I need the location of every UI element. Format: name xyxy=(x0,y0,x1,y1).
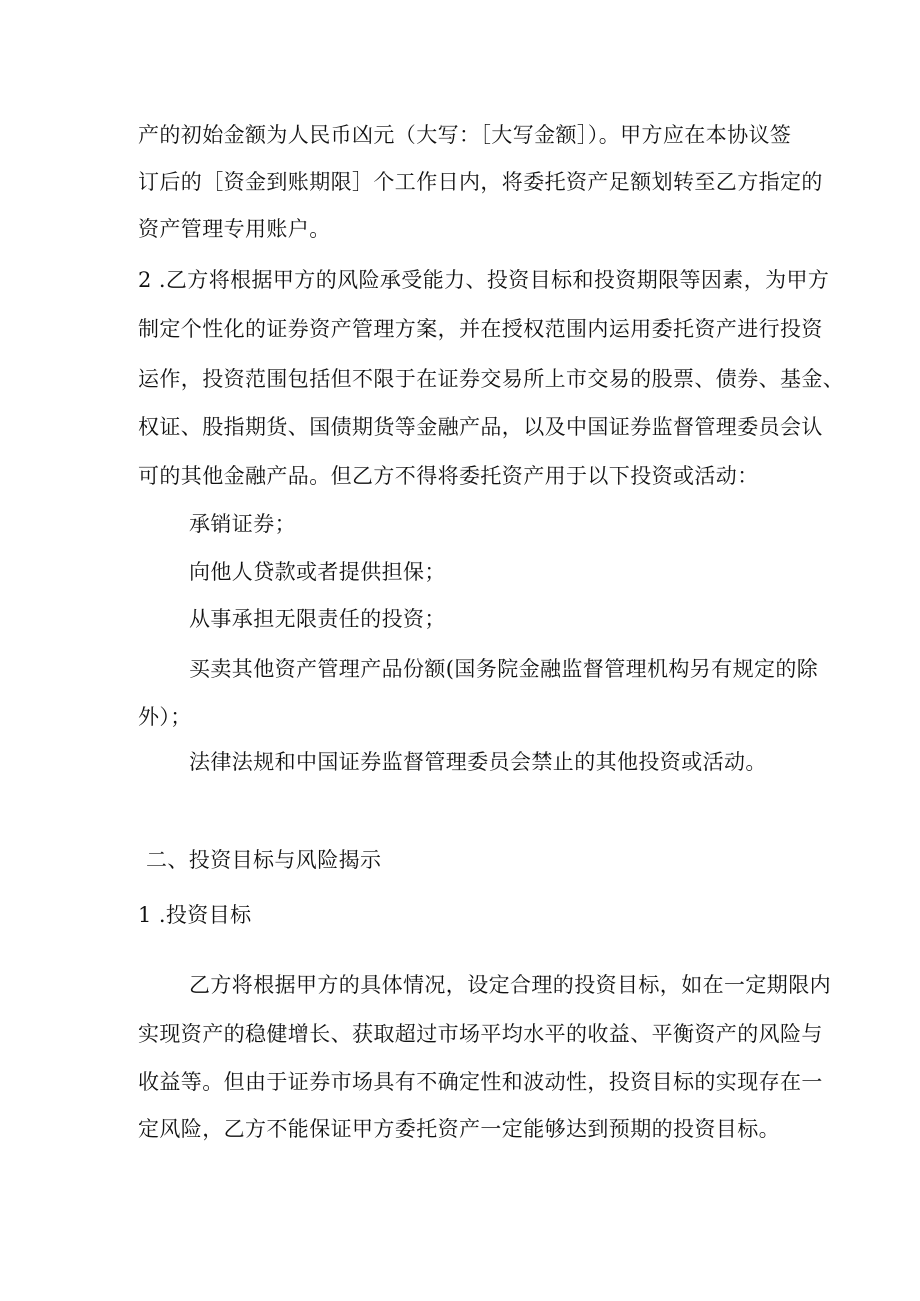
item-2-line: 运作，投资范围包括但不限于在证券交易所上市交易的股票、债券、基金、 xyxy=(138,367,845,391)
prohibited-item-continuation: 外）； xyxy=(138,705,192,729)
paragraph-line: 实现资产的稳健增长、获取超过市场平均水平的收益、平衡资产的风险与 xyxy=(138,1022,823,1046)
item-2-line: 权证、股指期货、国债期货等金融产品，以及中国证券监督管理委员会认 xyxy=(138,415,823,439)
item-2-line: 制定个性化的证券资产管理方案，并在授权范围内运用委托资产进行投资 xyxy=(138,317,823,341)
paragraph-line: 定风险，乙方不能保证甲方委托资产一定能够达到预期的投资目标。 xyxy=(138,1117,780,1141)
paragraph-line: 资产管理专用账户。 xyxy=(138,217,331,241)
prohibited-item: 向他人贷款或者提供担保； xyxy=(189,560,446,584)
prohibited-item: 承销证券； xyxy=(189,512,296,536)
item-2-line: 可的其他金融产品。但乙方不得将委托资产用于以下投资或活动： xyxy=(138,464,759,488)
prohibited-item: 从事承担无限责任的投资； xyxy=(189,607,446,631)
paragraph-line: 产的初始金额为人民币凶元（大写：［大写金额］）。甲方应在本协议签 xyxy=(138,123,792,147)
section-heading: 二、投资目标与风险揭示 xyxy=(146,848,382,872)
subsection-heading: 1 .投资目标 xyxy=(138,903,252,927)
item-2-line: 2 .乙方将根据甲方的风险承受能力、投资目标和投资期限等因素，为甲方 xyxy=(138,268,830,292)
paragraph-line: 收益等。但由于证券市场具有不确定性和波动性，投资目标的实现存在一 xyxy=(138,1070,823,1094)
paragraph-line: 订后的［资金到账期限］个工作日内，将委托资产足额划转至乙方指定的 xyxy=(138,170,823,194)
prohibited-item: 买卖其他资产管理产品份额(国务院金融监督管理机构另有规定的除 xyxy=(189,657,819,681)
prohibited-item: 法律法规和中国证券监督管理委员会禁止的其他投资或活动。 xyxy=(189,750,767,774)
paragraph-line: 乙方将根据甲方的具体情况，设定合理的投资目标，如在一定期限内 xyxy=(189,973,831,997)
